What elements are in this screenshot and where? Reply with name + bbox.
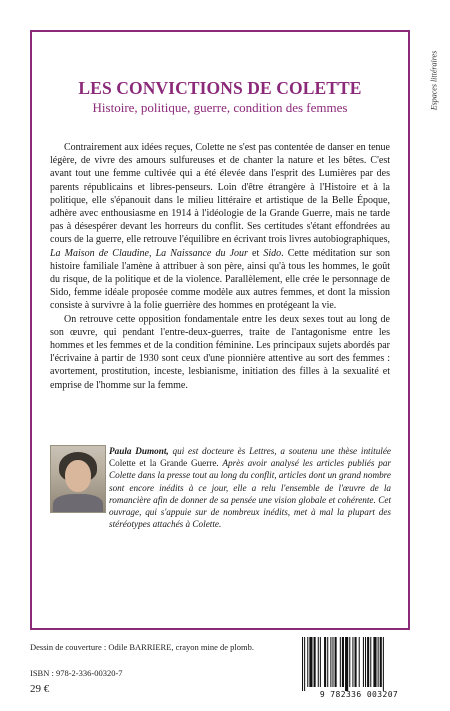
book-title-1: La Maison de Claudine	[50, 247, 149, 259]
barcode-bar	[345, 637, 348, 691]
barcode-bar	[330, 637, 331, 687]
barcode-bar	[314, 637, 316, 687]
thesis-title: Colette et la Grande Guerre	[109, 458, 217, 469]
author-photo	[50, 445, 106, 513]
barcode-bar	[383, 637, 384, 691]
barcode-bar	[324, 637, 326, 687]
barcode-bar	[367, 637, 369, 687]
isbn: ISBN : 978-2-336-00320-7	[30, 668, 123, 678]
blurb-paragraph-1: Contrairement aux idées reçues, Colette ne s'est pas contentée de danser en tenue légère, de vivre des amours sulfureuses et de chanter la nature et les bêtes. C'est avant tout une femme cultivée qui a été élevée dans l'esprit des Lumières par des parents républicains et libres-penseurs. Loin d'être étrangère à l'Histoire et à la politique, elle s'épanouit dans le milieu littéraire et artistique de la Belle Époque, adhère avec enthousiasme en 1914 à l'idéologie de la Grande Guerre, mais ne tarde pas à désespérer devant les horreurs du conflit. Ses certitudes s'étant effondrées au cours de la guerre, elle retrouve l'équilibre en écrivant trois livres autobiographiques, La Maison de Claudine, La Naissance du Jour et Sido. Cette méditation sur son histoire familiale l'amène à attribuer à son père, ainsi qu'à tous les hommes, le goût du risque, de la politique et de la violence. Parallèlement, elle crée le personnage de Sido, femme idéale proposée comme modèle aux autres femmes, et dont la mission consiste à survivre à la folie guerrière des hommes en protégeant la vie.	[50, 142, 391, 312]
barcode-bar	[342, 637, 344, 687]
barcode-bar	[363, 637, 364, 687]
barcode-bar	[302, 637, 303, 691]
barcode-bar	[307, 637, 308, 687]
book-title: LES CONVICTIONS DE COLETTE	[78, 78, 362, 98]
author-bio: Paula Dumont, qui est docteure ès Lettres, a soutenu une thèse intitulée Colette et la Grande Guerre. Après avoir analysé les articles publiés par Colette dans la presse tout au long du conflit, articles dont un grand nombre sont encore inédits à ce jour, elle a relu l'ensemble de l'œuvre de la romancière afin de donner de sa pensée une vision globale et cohérente. Cet ouvrage, qui s'appuie sur de nombreux inédits, met à mal la plupart des stéréotypes attachés à Colette.	[109, 446, 392, 530]
barcode-bar	[355, 637, 357, 687]
barcode-bar	[349, 637, 350, 687]
book-subtitle: Histoire, politique, guerre, condition des femmes	[92, 100, 348, 115]
barcode-bar	[352, 637, 353, 687]
barcode-bar	[365, 637, 366, 687]
barcode-bar	[318, 637, 319, 687]
barcode-bar	[380, 637, 382, 687]
barcode-bar	[320, 637, 321, 687]
barcode-bar	[370, 637, 371, 687]
price: 29 €	[30, 683, 50, 695]
barcode-bar	[359, 637, 360, 687]
barcode-bar	[332, 637, 333, 687]
series-text: Espaces littéraires	[429, 50, 439, 111]
barcode-bar	[335, 637, 337, 687]
barcode-bar	[373, 637, 376, 687]
book-title-2: La Naissance du Jour	[155, 247, 248, 259]
series-label	[420, 30, 446, 150]
blurb	[50, 141, 390, 392]
author-name: Paula Dumont,	[109, 446, 169, 456]
barcode-digits: 9 782336 003207	[319, 690, 399, 699]
barcode	[300, 637, 422, 691]
barcode-bar	[340, 637, 341, 687]
barcode-bar	[378, 637, 379, 687]
barcode-bar	[327, 637, 328, 687]
barcode-bar	[304, 637, 305, 691]
barcode-bar	[309, 637, 312, 687]
book-title-3: Sido	[263, 247, 282, 259]
blurb-paragraph-2: On retrouve cette opposition fondamentale entre les deux sexes tout au long de son œuvre, qui pendant l'entre-deux-guerres, traite de l'antagonisme entre les hommes et les femmes et de la condition féminine. Les principaux sujets abordés par l'écrivaine à partir de 1930 sont ceux d'une pionnière attentive au sort des femmes : avortement, prostitution, inceste, lesbianisme, initiation des filles à la sexualité et emprise de l'homme sur la femme.	[50, 313, 390, 391]
cover-credit: Dessin de couverture : Odile BARRIERE, crayon mine de plomb.	[30, 642, 255, 652]
